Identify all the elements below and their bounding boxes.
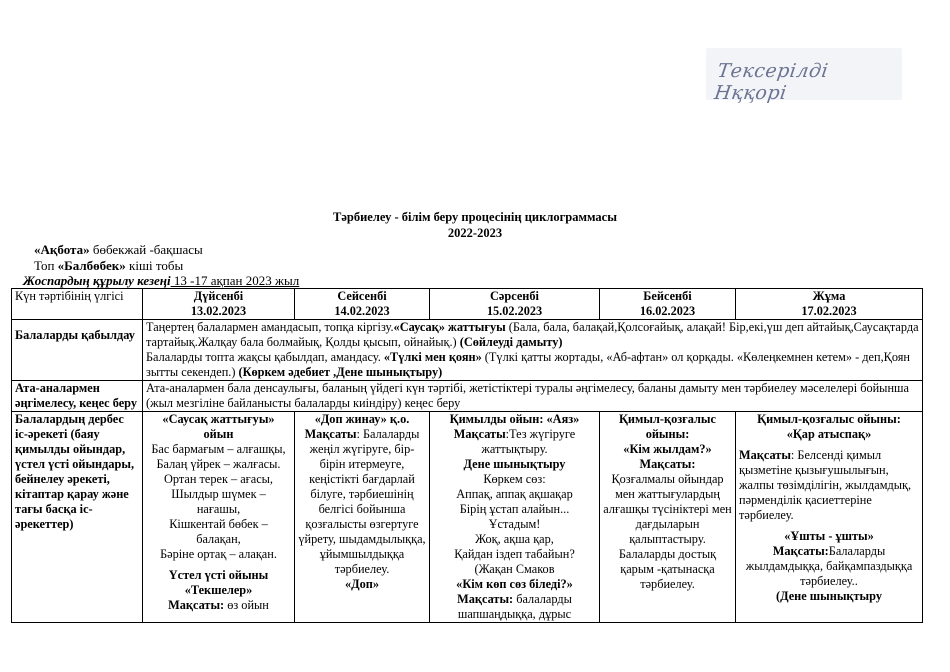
friday-activities: Қимыл-қозғалыс ойыны: «Қар атыспақ» Мақсаты: Белсенді қимыл қызметіне қызығушылығын, жалпы төзімділігін, жылдамдық, пәрменділік қасиеттеріне тәрбиелеу. «Ұшты - ұшты» Мақсаты:Балаларды жылдамдыққа, байқампаздыққа тәрбиелеу.. (Дене шынықтыру (736, 412, 923, 623)
row-reception (12, 320, 923, 381)
group-name: Топ «Балбөбек» кіші тобы (34, 258, 184, 273)
day-header-tuesday: Сейсенбі 14.02.2023 (295, 289, 430, 320)
academic-year: 2022-2023 (447, 226, 503, 240)
header-row (12, 289, 923, 320)
reception-content: Таңертең балалармен амандасып, топқа кіргізу.«Саусақ» жаттығуы (Бала, бала, балақай,Қолсоғайық, алақай! Бір,екі,үш деп айтайық,Саусақтарда тартайық.Жалқау бала болмайық, Қолды қысып, ойнайық.) (Сөйлеуді дамыту) Балаларды топта жақсы қабылдап, амандасу. «Түлкі мен қоян» (Түлкі қатты жортады, «Аб-афтан» ол қорқады. «Көлеңкемнен кетем» - деп,Қоян зытты секендеп.) (Көркем әдебиет ,Дене шынықтыру) (143, 320, 923, 381)
row-label-activities: Балалардың дербес іс-әрекеті (баяу қимылды ойындар, үстел үсті ойындары, бейнелеу әрекеті, кітаптар қарау және тағы басқа іс-әрекеттер) (12, 412, 143, 623)
verification-stamp (706, 48, 902, 104)
document-title: Тәрбиелеу - білім беру процесінің циклограммасы (333, 210, 617, 224)
row-label-parents: Ата-аналармен әңгімелесу, кеңес беру (12, 381, 143, 412)
parents-content: Ата-аналармен бала денсаулығы, баланың үйдегі күн тәртібі, жетістіктері туралы әңгімелесу, баланы дамыту мен тәрбиелеу мәселелері бойынша (жыл мезгіліне байланысты балаларды киіндіру) кеңес беру (143, 381, 923, 412)
kindergarten-name: «Ақбота» бөбекжай -бақшасы (34, 242, 203, 257)
day-header-monday: Дүйсенбі 13.02.2023 (143, 289, 295, 320)
tuesday-activities: «Доп жинау» қ.о. Мақсаты: Балаларды жеңіл жүгіруге, бір-бірін итермеуге, кеңістікті бағдарлай білуге, тәрбиешінің белгісі бойынша қозғалысты өзгертуге үйрету, шыдамдылыққа, ұйымшылдыққа тәрбиелеу. «Доп» (295, 412, 430, 623)
row-activities (12, 412, 923, 623)
thursday-activities: Қимыл-қозғалыс ойыны: «Кім жылдам?» Мақсаты: Қозғалмалы ойындар мен жаттығулардың алғашқы түсініктері мен дағдыларын қалыптастыру. Балаларды достық қарым -қатынасқа тәрбиелеу. (600, 412, 736, 623)
col-header-schedule: Күн тәртібінің үлгісі (12, 289, 143, 320)
day-header-wednesday: Сәрсенбі 15.02.2023 (430, 289, 600, 320)
row-label-reception: Балаларды қабылдау (12, 320, 143, 381)
day-header-friday: Жұма 17.02.2023 (736, 289, 923, 320)
cyclogram-table (11, 288, 923, 623)
stamp-signature: Тексерілді Нққорі (712, 60, 830, 104)
day-header-thursday: Бейсенбі 16.02.2023 (600, 289, 736, 320)
monday-activities: «Саусақ жаттығуы» ойын Бас бармағым – алғашқы, Балаң үйрек – жалғасы. Ортан терек – ағасы, Шылдыр шүмек – нағашы, Кішкентай бөбек – балақан, Бәріне ортақ – алақан. Үстел үсті ойыны «Текшелер» Мақсаты: өз ойын (143, 412, 295, 623)
planning-period: Жоспардың құрылу кезеңі 13 -17 ақпан 2023 жыл (23, 273, 300, 288)
row-parents (12, 381, 923, 412)
wednesday-activities: Қимылды ойын: «Аяз» Мақсаты:Тез жүгіруге жаттықтыру. Дене шынықтыру Көркем сөз: Аппақ, аппақ ақшақар Бірің ұстап алайын... Ұстадым! Жоқ, ақша қар, Қайдан іздеп табайын? (Жақан Смаков «Кім көп сөз біледі?» Мақсаты: балаларды шапшаңдыққа, дұрыс (430, 412, 600, 623)
